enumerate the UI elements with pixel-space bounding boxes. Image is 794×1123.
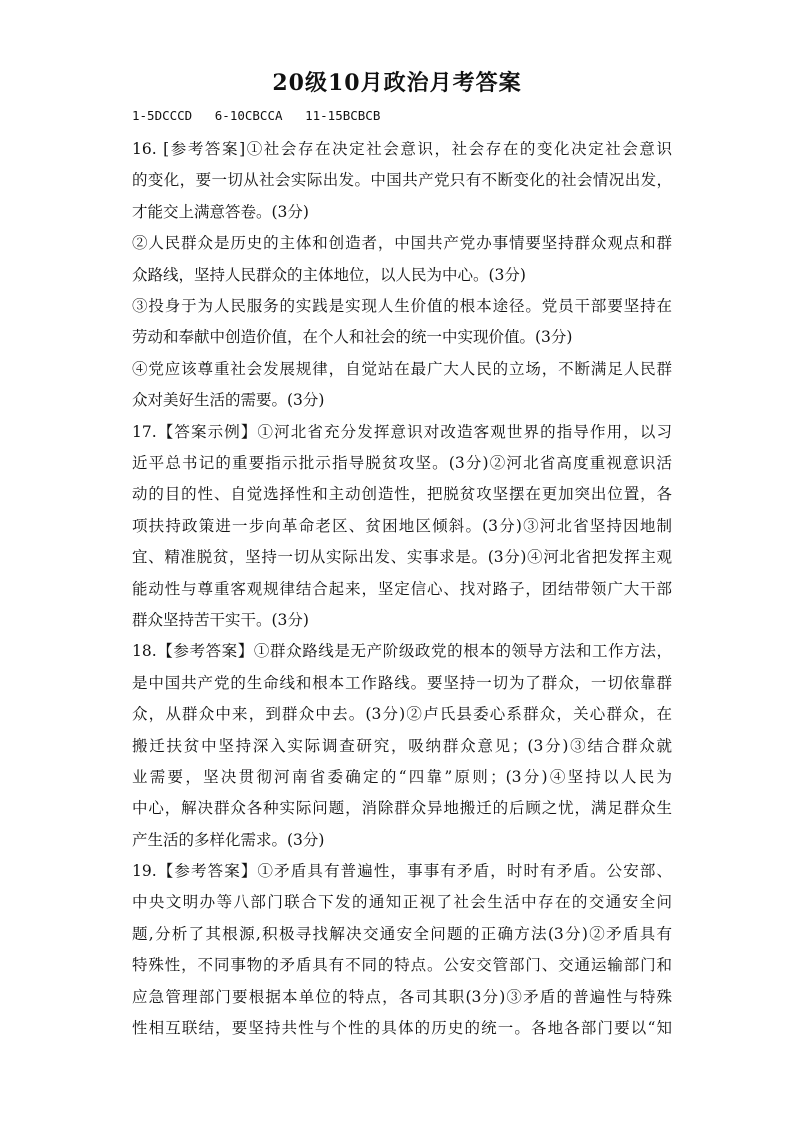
text-line: 题,分析了其根源,积极寻找解决交通安全问题的正确方法(3分)②矛盾具有 — [132, 924, 672, 943]
text-line: 的变化，要一切从社会实际出发。中国共产党只有不断变化的社会情况出发， — [132, 171, 672, 190]
text-line: 近平总书记的重要指示批示指导脱贫攻坚。(3分)②河北省高度重视意识活 — [132, 453, 672, 472]
text-line: ④党应该尊重社会发展规律，自觉站在最广大人民的立场，不断满足人民群 — [132, 359, 672, 378]
text-line: 16. [参考答案]①社会存在决定社会意识，社会存在的变化决定社会意识 — [132, 140, 672, 158]
text-line: 产生活的多样化需求。(3分) — [132, 830, 325, 849]
text-line: 应急管理部门要根据本单位的特点，各司其职(3分)③矛盾的普遍性与特殊 — [132, 987, 672, 1006]
page-title: 20级10月政治月考答案 — [272, 70, 522, 96]
text-line: 众路线，坚持人民群众的主体地位，以人民为中心。(3分) — [132, 265, 526, 284]
text-line: 众，从群众中来，到群众中去。(3分)②卢氏县委心系群众，关心群众，在 — [132, 705, 672, 724]
text-line: ③投身于为人民服务的实践是实现人生价值的根本途径。党员干部要坚持在 — [132, 296, 672, 315]
text-line: 特殊性，不同事物的矛盾具有不同的特点。公安交管部门、交通运输部门和 — [132, 956, 672, 975]
text-line: 项扶持政策进一步向革命老区、贫困地区倾斜。(3分)③河北省坚持因地制 — [132, 516, 672, 535]
text-line: 19.【参考答案】①矛盾具有普遍性，事事有矛盾，时时有矛盾。公安部、 — [132, 862, 672, 881]
choice-answers: 1-5DCCCD 6-10CBCCA 11-15BCBCB — [132, 108, 381, 123]
text-line: 18.【参考答案】①群众路线是无产阶级政党的根本的领导方法和工作方法， — [132, 642, 672, 661]
text-line: 搬迁扶贫中坚持深入实际调查研究，吸纳群众意见；(3分)③结合群众就 — [132, 736, 672, 755]
text-line: 业需要，坚决贯彻河南省委确定的“四靠”原则；(3分)④坚持以人民为 — [132, 767, 672, 786]
text-line: 性相互联结，要坚持共性与个性的具体的历史的统一。各地各部门要以“知 — [132, 1019, 672, 1038]
text-line: 才能交上满意答卷。(3分) — [132, 202, 309, 221]
answer-body — [132, 134, 672, 1044]
text-line: 17.【答案示例】①河北省充分发挥意识对改造客观世界的指导作用，以习 — [132, 422, 672, 441]
text-line: 劳动和奉献中创造价值，在个人和社会的统一中实现价值。(3分) — [132, 328, 573, 347]
text-line: 群众坚持苦干实干。(3分) — [132, 610, 309, 629]
text-line: 中央文明办等八部门联合下发的通知正视了社会生活中存在的交通安全问 — [132, 893, 672, 912]
text-line: 能动性与尊重客观规律结合起来，坚定信心、找对路子，团结带领广大干部 — [132, 579, 672, 598]
text-line: 是中国共产党的生命线和根本工作路线。要坚持一切为了群众，一切依靠群 — [132, 673, 672, 692]
text-line: 宜、精准脱贫，坚持一切从实际出发、实事求是。(3分)④河北省把发挥主观 — [132, 548, 672, 567]
text-line: 中心，解决群众各种实际问题，消除群众异地搬迁的后顾之忧，满足群众生 — [132, 799, 672, 818]
text-line: ②人民群众是历史的主体和创造者，中国共产党办事情要坚持群众观点和群 — [132, 234, 672, 253]
text-line: 众对美好生活的需要。(3分) — [132, 391, 325, 410]
text-line: 动的目的性、自觉选择性和主动创造性，把脱贫攻坚摆在更加突出位置，各 — [132, 485, 672, 504]
